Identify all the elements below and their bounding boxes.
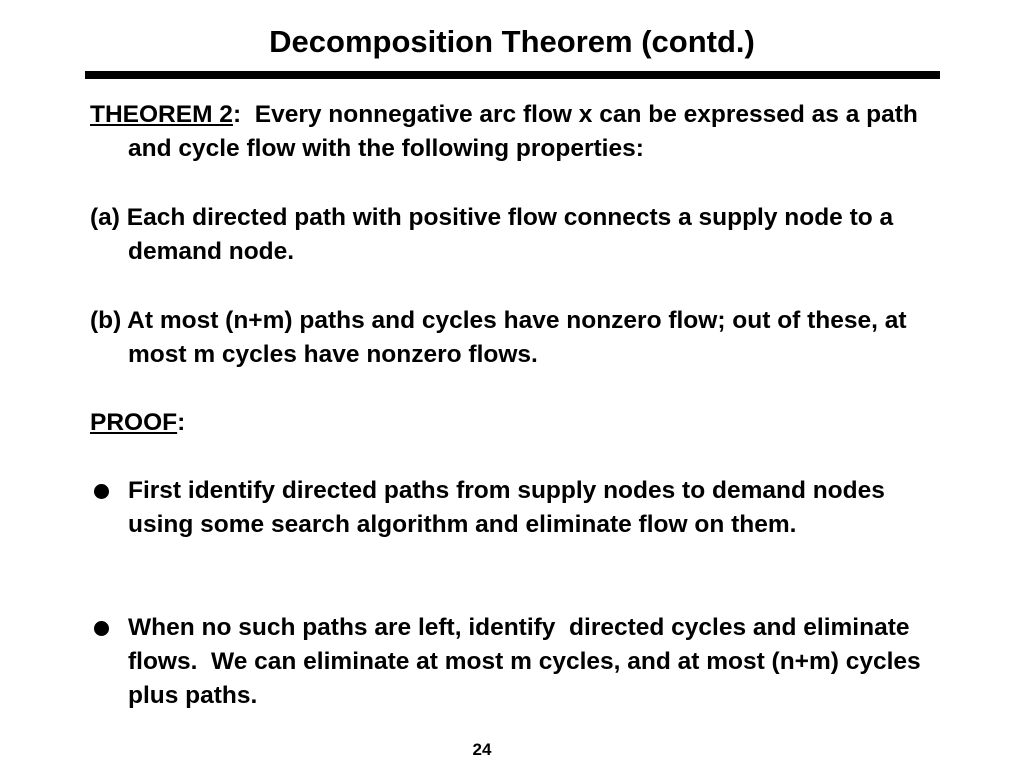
bullet-text: When no such paths are left, identify directed cycles and eliminate flows. We can eliminate at most m cycles, and at most (n+m) cycles plus paths. [128,614,928,709]
page-number: 24 [472,740,492,759]
proof-bullet-2 [90,611,940,713]
proof-heading [90,406,940,440]
theorem-text: Every nonnegative arc flow x can be expressed as a path and cycle flow with the following properties: [128,101,925,162]
title-underline-rule [85,71,940,79]
theorem-statement [90,98,940,166]
property-b: (b) At most (n+m) paths and cycles have nonzero flow; out of these, at most m cycles have nonzero flows. [90,307,907,368]
bullet-dot-icon [94,484,109,499]
bullet-text: First identify directed paths from supply nodes to demand nodes using some search algorithm and eliminate flow on them. [128,477,885,538]
bullet-dot-icon [94,621,109,636]
slide-title: Decomposition Theorem (contd.) [269,24,755,59]
proof-colon: : [177,409,186,436]
proof-bullet-1 [90,474,940,542]
proof-label: PROOF [90,409,178,436]
theorem-label: THEOREM 2 [90,101,233,128]
property-a: (a) Each directed path with positive flow connects a supply node to a demand node. [90,204,894,265]
theorem-colon: : [232,101,242,128]
